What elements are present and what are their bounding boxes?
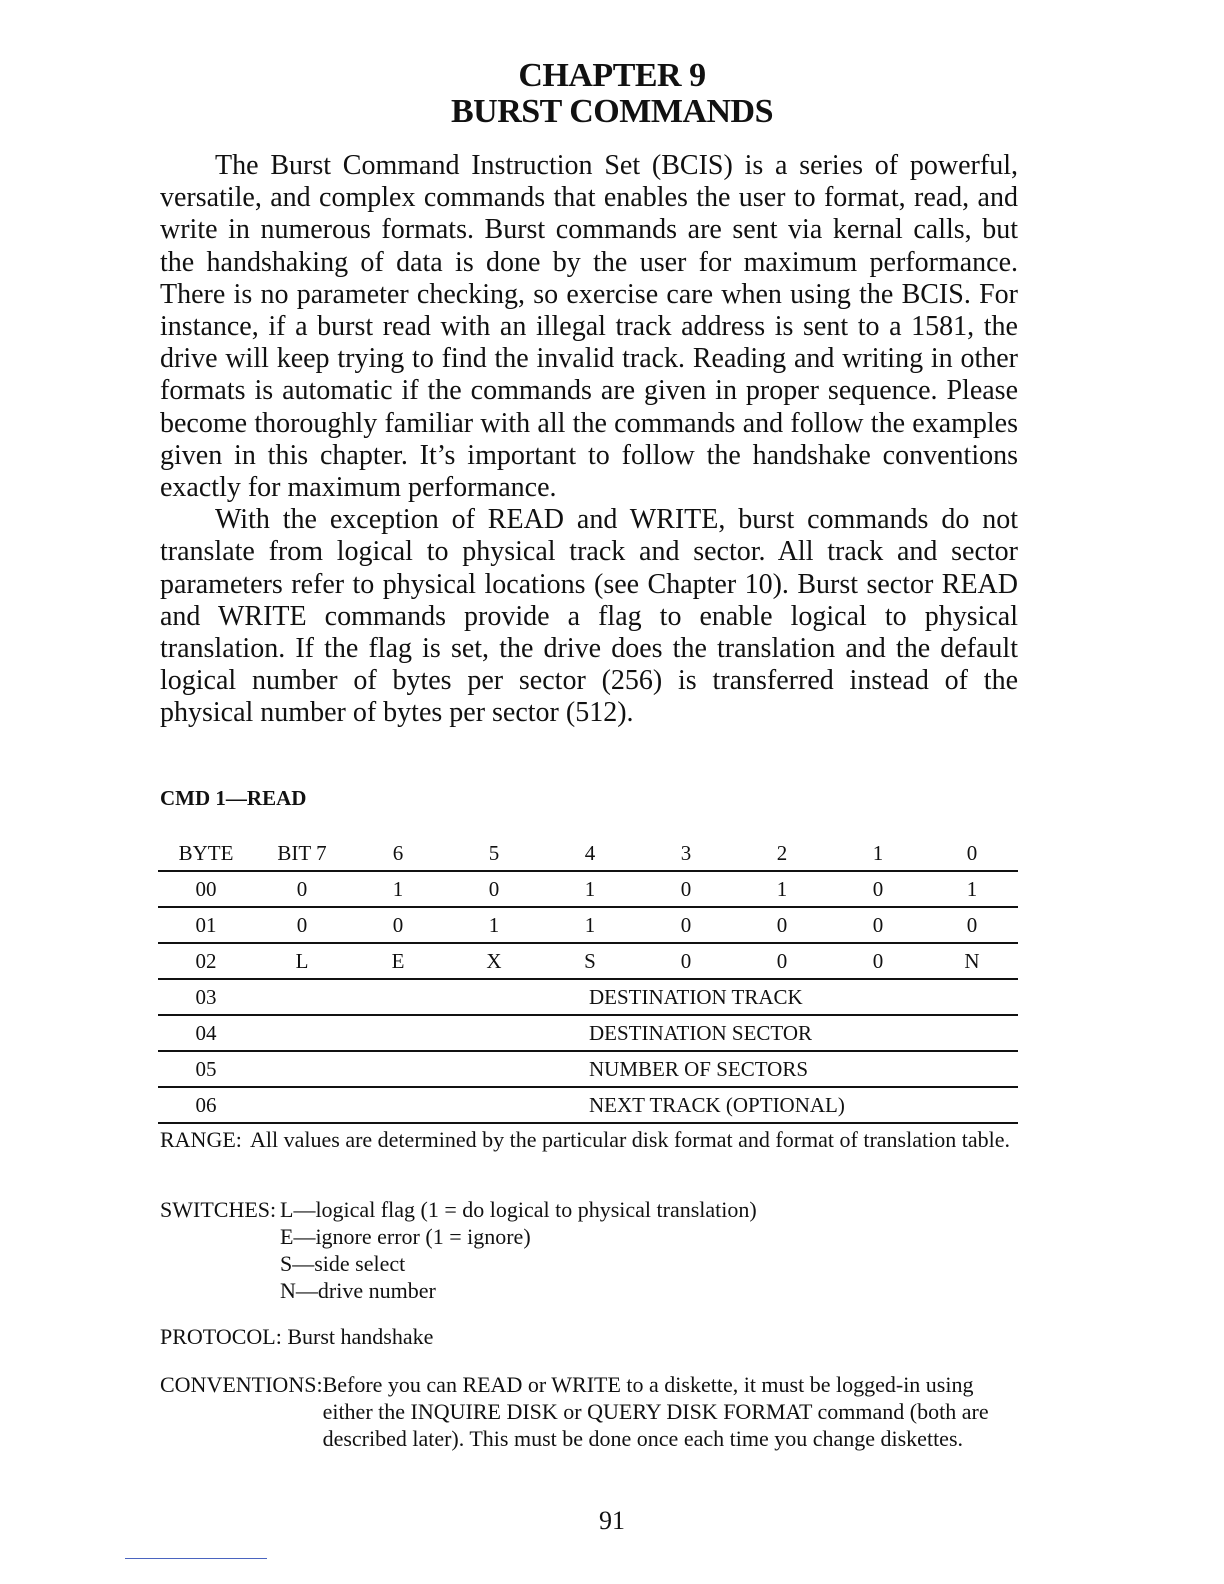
table-row (158, 907, 1018, 943)
column-header: BIT 7 (254, 836, 350, 871)
byte-cell: 05 (158, 1051, 254, 1087)
bit-cell: 0 (254, 871, 350, 907)
bit-cell: E (350, 943, 446, 979)
conventions-key: CONVENTIONS: (160, 1372, 323, 1397)
table-header-row (158, 836, 1018, 871)
byte-cell: 00 (158, 871, 254, 907)
bit-cell: 1 (446, 907, 542, 943)
table-row (158, 979, 1018, 1015)
bit-cell: X (446, 943, 542, 979)
byte-cell: 01 (158, 907, 254, 943)
command-heading: CMD 1—READ (160, 786, 307, 810)
field-label-cell: DESTINATION SECTOR (254, 1015, 1018, 1051)
switch-item: N—drive number (280, 1278, 436, 1303)
switch-item: S—side select (280, 1251, 406, 1276)
bit-cell: 0 (734, 943, 830, 979)
column-header: 1 (830, 836, 926, 871)
field-label-cell: NEXT TRACK (OPTIONAL) (254, 1087, 1018, 1123)
bit-cell: 1 (542, 871, 638, 907)
switches-note (160, 1196, 1020, 1304)
bit-cell: 0 (638, 943, 734, 979)
bit-cell: 0 (638, 907, 734, 943)
column-header: BYTE (158, 836, 254, 871)
switches-key: SWITCHES: (160, 1197, 277, 1222)
table-row (158, 1087, 1018, 1123)
command-byte-table (158, 836, 1018, 1124)
byte-cell: 03 (158, 979, 254, 1015)
body-text (160, 150, 1018, 730)
byte-cell: 04 (158, 1015, 254, 1051)
bit-cell: 1 (542, 907, 638, 943)
bit-cell: L (254, 943, 350, 979)
column-header: 2 (734, 836, 830, 871)
bit-cell: 1 (734, 871, 830, 907)
column-header: 4 (542, 836, 638, 871)
byte-cell: 02 (158, 943, 254, 979)
range-text: All values are determined by the particular disk format and format of translation table. (250, 1127, 1010, 1152)
bit-cell: 0 (830, 907, 926, 943)
protocol-note (160, 1323, 1020, 1350)
page-number: 91 (599, 1506, 625, 1535)
bit-cell: 0 (254, 907, 350, 943)
chapter-number: CHAPTER 9 (518, 57, 706, 94)
byte-cell: 06 (158, 1087, 254, 1123)
conventions-note (160, 1371, 1020, 1452)
bit-cell: 0 (350, 907, 446, 943)
bit-cell: N (926, 943, 1018, 979)
bit-cell: 0 (830, 871, 926, 907)
paragraph-intro: The Burst Command Instruction Set (BCIS) is a series of powerful, versatile, and complex commands that enables the user to format, read, and write in numerous formats. Burst commands are sent via kernal calls, but the handshaking of data is done by the user for maximum performance. There is no parameter checking, so exercise care when using the BCIS. For instance, if a burst read with an illegal track address is sent to a 1581, the drive will keep trying to find the invalid track. Reading and writing in other formats is automatic if the commands are given in proper sequence. Please become thoroughly familiar with all the commands and follow the examples given in this chapter. It’s important to follow the handshake conventions exactly for maximum performance. (160, 150, 1018, 504)
bit-cell: 1 (926, 871, 1018, 907)
column-header: 5 (446, 836, 542, 871)
table-row (158, 871, 1018, 907)
bit-cell: 0 (638, 871, 734, 907)
bit-cell: 0 (830, 943, 926, 979)
column-header: 6 (350, 836, 446, 871)
paragraph-translation: With the exception of READ and WRITE, burst commands do not translate from logical to physical track and sector. All track and sector parameters refer to physical locations (see Chapter 10). Burst sector READ and WRITE commands provide a flag to enable logical to physical translation. If the flag is set, the drive does the translation and the default logical number of bytes per sector (256) is transferred instead of the physical number of bytes per sector (512). (160, 504, 1018, 729)
table-row (158, 1015, 1018, 1051)
bit-cell: 0 (926, 907, 1018, 943)
bit-cell: 0 (446, 871, 542, 907)
column-header: 3 (638, 836, 734, 871)
range-key: RANGE: (160, 1127, 242, 1152)
protocol-key: PROTOCOL: (160, 1324, 282, 1349)
range-note (160, 1126, 1020, 1153)
bit-cell: S (542, 943, 638, 979)
bit-cell: 0 (734, 907, 830, 943)
chapter-title: BURST COMMANDS (450, 93, 773, 130)
table-row (158, 943, 1018, 979)
column-header: 0 (926, 836, 1018, 871)
field-label-cell: NUMBER OF SECTORS (254, 1051, 1018, 1087)
bit-cell: 1 (350, 871, 446, 907)
footer-rule (125, 1558, 267, 1559)
table-row (158, 1051, 1018, 1087)
switch-item: L—logical flag (1 = do logical to physical translation) (280, 1197, 757, 1222)
switch-item: E—ignore error (1 = ignore) (280, 1224, 531, 1249)
protocol-text: Burst handshake (287, 1324, 434, 1349)
field-label-cell: DESTINATION TRACK (254, 979, 1018, 1015)
conventions-text: Before you can READ or WRITE to a diskette, it must be logged-in using either the INQUIRE DISK or QUERY DISK FORMAT command (both are described later). This must be done once each time you change diskettes. (322, 1372, 989, 1451)
